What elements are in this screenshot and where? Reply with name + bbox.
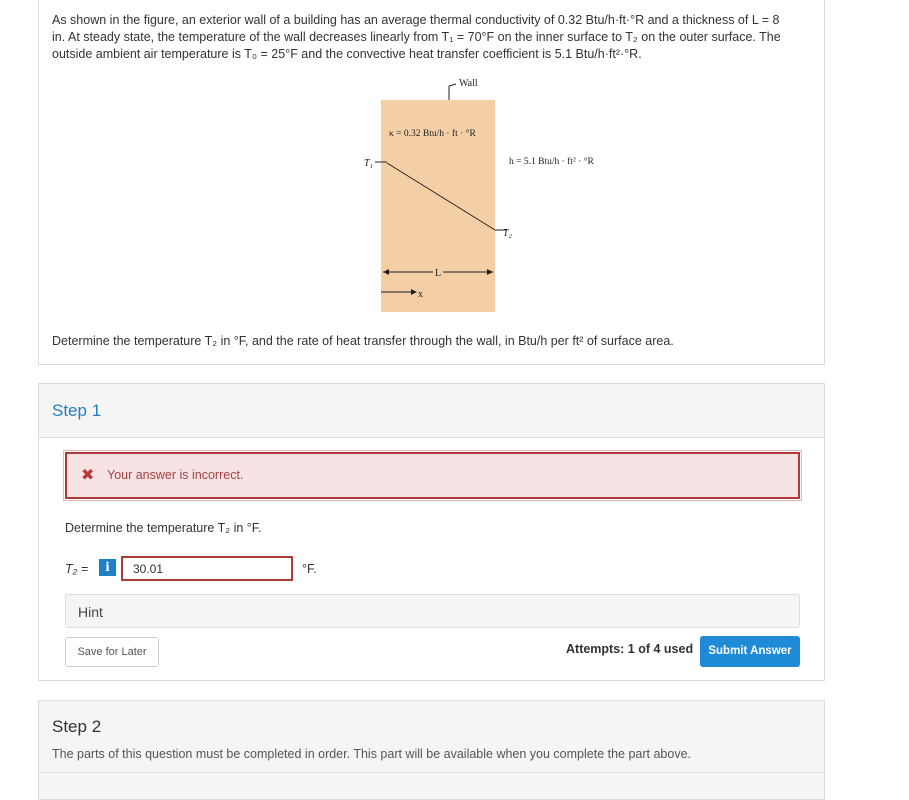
wall-label: Wall [459, 78, 478, 89]
problem-card [38, 0, 825, 365]
answer-row [65, 556, 365, 582]
t1-label: T₁ [364, 158, 374, 169]
h-label: h = 5.1 Btu/h · ft² · °R [509, 157, 594, 167]
wall-pointer [449, 84, 456, 100]
t2-label: T₂ [503, 228, 513, 239]
save-for-later-button[interactable]: Save for Later [65, 637, 159, 667]
unit-label: °F. [302, 562, 317, 576]
step2-title: Step 2 [52, 717, 102, 736]
submit-answer-button[interactable]: Submit Answer [700, 636, 800, 667]
problem-line-2: in. At steady state, the temperature of the wall decreases linearly from T₁ = 70°F on the inner surface to T₂ on the outer surface. The [52, 30, 781, 44]
problem-statement [52, 12, 817, 63]
error-message-box [65, 452, 800, 499]
info-icon[interactable]: i [99, 559, 116, 576]
attempts-counter: Attempts: 1 of 4 used [566, 642, 694, 656]
step1-title: Step 1 [52, 401, 102, 420]
step1-card [38, 383, 825, 681]
step2-card [38, 700, 825, 800]
step2-divider [39, 772, 824, 773]
problem-line-1: As shown in the figure, an exterior wall of a building has an average thermal conductivity of 0.32 Btu/h·ft·°R and a thickness of L = 8 [52, 13, 780, 27]
wall-diagram [309, 72, 609, 317]
step2-note: The parts of this question must be completed in order. This part will be available when you complete the part above. [52, 747, 692, 761]
hint-bar[interactable] [65, 594, 800, 628]
k-label: κ = 0.32 Btu/h · ft · °R [389, 129, 476, 139]
step1-header [39, 384, 824, 438]
L-label: L [435, 268, 442, 279]
answer-label: T₂ = [65, 562, 89, 576]
error-x-icon: ✖ [81, 467, 95, 484]
step1-question: Determine the temperature T₂ in °F. [65, 521, 262, 535]
t2-answer-input[interactable] [121, 556, 293, 581]
error-message: Your answer is incorrect. [107, 468, 244, 482]
hint-label: Hint [78, 604, 103, 620]
problem-line-3: outside ambient air temperature is T₀ = 25°F and the convective heat transfer coefficient is 5.1 Btu/h·ft²·°R. [52, 47, 642, 61]
wall-figure [309, 72, 609, 317]
x-label: x [418, 289, 423, 300]
determine-text: Determine the temperature T₂ in °F, and the rate of heat transfer through the wall, in Btu/h per ft² of surface area. [52, 334, 674, 348]
